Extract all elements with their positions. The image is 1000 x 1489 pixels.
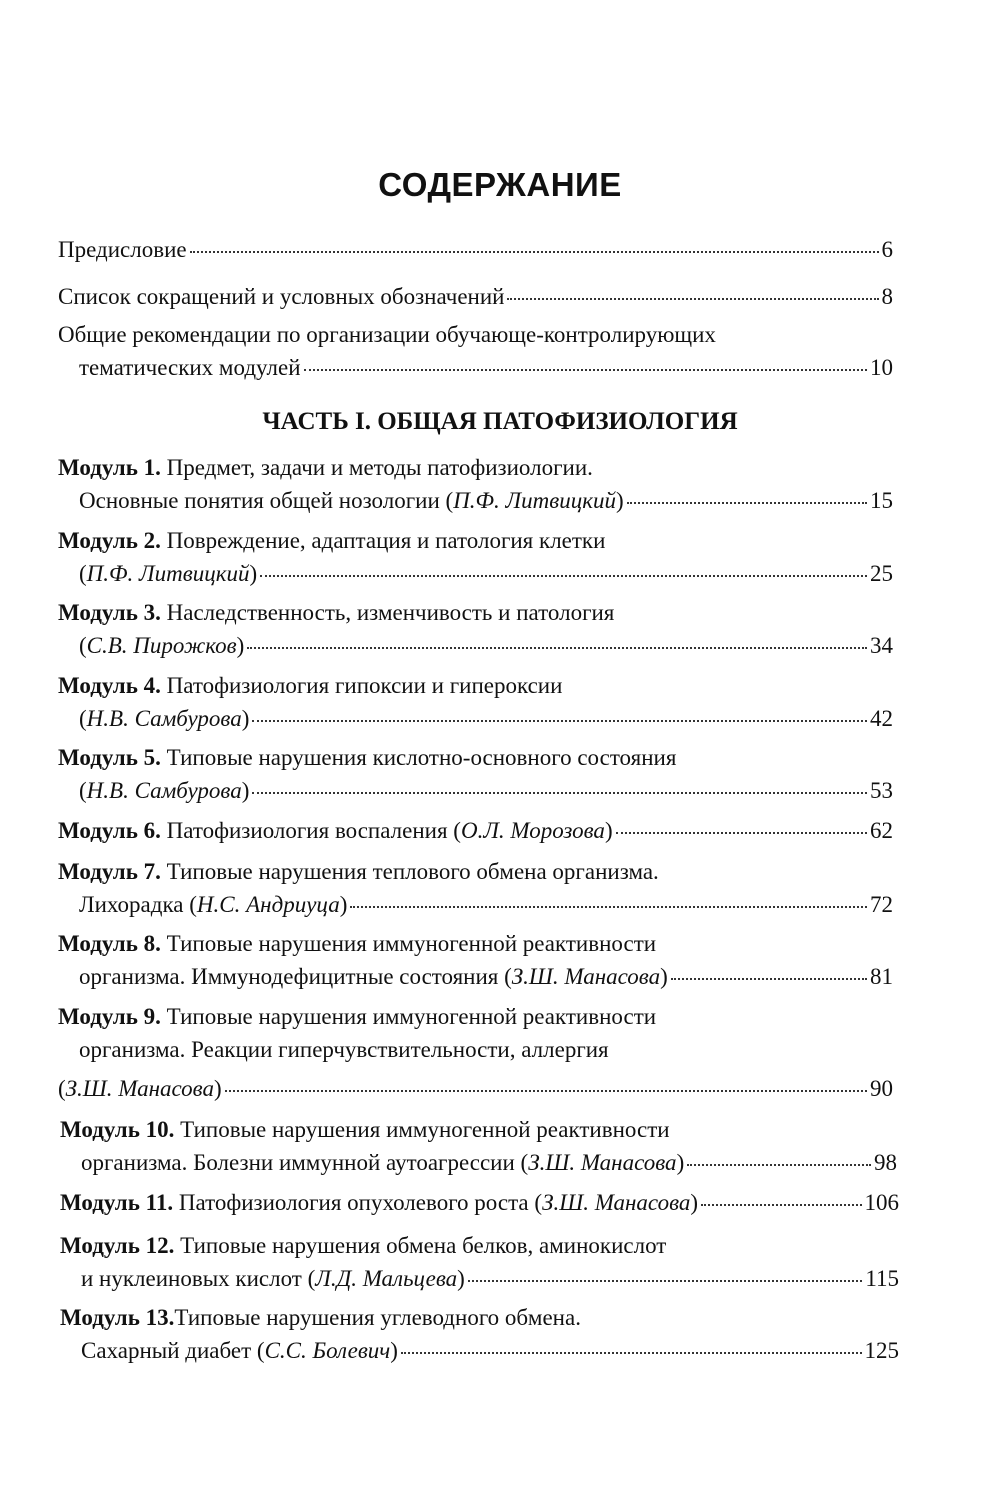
author: З.Ш. Манасова bbox=[65, 1076, 215, 1101]
dot-leader bbox=[616, 830, 867, 834]
module-label: Модуль 3. bbox=[58, 600, 161, 625]
module-label: Модуль 8. bbox=[58, 931, 161, 956]
module-title-cont: и нуклеиновых кислот (Л.Д. Мальцева) bbox=[81, 1266, 465, 1291]
module-author: (Н.В. Самбурова) bbox=[79, 706, 250, 731]
module-author: (З.Ш. Манасова) bbox=[58, 1076, 222, 1101]
module-title-cont: Основные понятия общей нозологии (П.Ф. Литвицкий) bbox=[79, 488, 624, 513]
author: П.Ф. Литвицкий bbox=[453, 488, 616, 513]
module-title: Предмет, задачи и методы патофизиологии. bbox=[160, 455, 593, 480]
entry-title: Предисловие bbox=[58, 237, 187, 262]
module-title-cont: организма. Реакции гиперчувствительности, аллергия bbox=[79, 1037, 609, 1062]
page-number: 62 bbox=[870, 818, 893, 843]
author: З.Ш. Манасова bbox=[528, 1150, 677, 1175]
author: З.Ш. Манасова bbox=[542, 1190, 691, 1215]
page-number: 125 bbox=[864, 1338, 899, 1363]
dot-leader bbox=[225, 1088, 867, 1092]
page-title: СОДЕРЖАНИЕ bbox=[378, 166, 622, 203]
page-number: 10 bbox=[870, 355, 893, 380]
module-label: Модуль 1. bbox=[58, 455, 161, 480]
dot-leader bbox=[252, 718, 867, 722]
module-label: Модуль 9. bbox=[58, 1004, 161, 1029]
page-number: 8 bbox=[881, 284, 893, 309]
page-number: 15 bbox=[870, 488, 893, 513]
module-author: (П.Ф. Литвицкий) bbox=[79, 561, 258, 586]
page-number: 90 bbox=[870, 1076, 893, 1101]
dot-leader bbox=[304, 367, 868, 371]
dot-leader bbox=[350, 904, 867, 908]
author: П.Ф. Литвицкий bbox=[86, 561, 250, 586]
author: С.В. Пирожков bbox=[86, 633, 237, 658]
module-title: Типовые нарушения обмена белков, аминокислот bbox=[174, 1233, 667, 1258]
table-of-contents: СОДЕРЖАНИЕ Предисловие 6 Список сокращений и условных обозначений 8 Общие рекомендации по организации обучающе-контролирующих тематических модулей 10 ЧАСТЬ I. ОБЩАЯ ПАТОФИЗИОЛОГИЯ Модуль 1. Предмет, задачи и методы патофизиологии. Основные понятия общей нозологии (П.Ф. Литвицкий) 15 Модуль 2. Повреждение, адаптация и патология клетки (П.Ф. Литвицкий) 25 Модуль 3. Наследственность, изменчивость и патология (С.В. Пирожков) 34 Модуль 4. Патофизиология гипоксии и гипероксии (Н.В. Самбурова) 42 Модуль 5. Типовые нарушения кислотно-основного состояния (Н.В. Самбурова) 53 Модуль 6. Патофизиология воспаления (О.Л. Морозова) 62 Модуль 7. Типовые нарушения теплового обмена организма. Лихорадка (Н.С. Андриуца) 72 Модуль 8. Типовые нарушения иммуногенной реактивности организма. Иммунодефицитные состояния (З.Ш. Манасова) 81 Модуль 9. Типовые нарушения иммуногенной реактивности организма. Реакции гиперчувствительности, аллергия (З.Ш. Манасова) 90 Модуль 10. Типовые нарушения иммуногенной реактивности организма. Болезни иммунной аутоагрессии (З.Ш. Манасова) 98 Модуль 11. Патофизиология опухолевого роста (З.Ш. Манасова) 106 Модуль 12. Типовые нарушения обмена белков, аминокислот и нуклеиновых кислот (Л.Д. Мальцева) 115 Модуль 13.Типовые нарушения углеводного обмена. Сахарный диабет (С.С. Болевич) 125 bbox=[0, 0, 1000, 1489]
dot-leader bbox=[252, 790, 867, 794]
author: Н.С. Андриуца bbox=[196, 892, 340, 917]
author: С.С. Болевич bbox=[264, 1338, 391, 1363]
dot-leader bbox=[701, 1202, 861, 1206]
module-author: (Н.В. Самбурова) bbox=[79, 778, 250, 803]
dot-leader bbox=[190, 249, 879, 253]
module-title: Патофизиология воспаления bbox=[160, 818, 454, 843]
module-title: Типовые нарушения иммуногенной реактивности bbox=[174, 1117, 670, 1142]
module-label: Модуль 5. bbox=[58, 745, 161, 770]
page-number: 34 bbox=[870, 633, 893, 658]
author: Н.В. Самбурова bbox=[86, 778, 242, 803]
page-number: 72 bbox=[870, 892, 893, 917]
entry-title: Общие рекомендации по организации обучающе-контролирующих bbox=[58, 322, 716, 347]
dot-leader bbox=[507, 296, 878, 300]
module-label: Модуль 4. bbox=[58, 673, 161, 698]
module-title: Типовые нарушения углеводного обмена. bbox=[174, 1305, 581, 1330]
page-number: 81 bbox=[870, 964, 893, 989]
part-heading: ЧАСТЬ I. ОБЩАЯ ПАТОФИЗИОЛОГИЯ bbox=[262, 408, 738, 435]
module-title-cont: Лихорадка (Н.С. Андриуца) bbox=[79, 892, 348, 917]
module-title-cont: организма. Иммунодефицитные состояния (З.Ш. Манасова) bbox=[79, 964, 668, 989]
page-number: 98 bbox=[874, 1150, 897, 1175]
page-number: 106 bbox=[864, 1190, 899, 1215]
module-title: Типовые нарушения теплового обмена организма. bbox=[160, 859, 659, 884]
module-title: Патофизиология гипоксии и гипероксии bbox=[160, 673, 563, 698]
module-label: Модуль 7. bbox=[58, 859, 161, 884]
page-number: 115 bbox=[865, 1266, 899, 1291]
module-label: Модуль 6. bbox=[58, 818, 161, 843]
module-label: Модуль 13. bbox=[60, 1305, 175, 1330]
dot-leader bbox=[627, 500, 867, 504]
dot-leader bbox=[260, 573, 867, 577]
author: Л.Д. Мальцева bbox=[315, 1266, 458, 1291]
module-title: Типовые нарушения кислотно-основного состояния bbox=[160, 745, 677, 770]
page-number: 25 bbox=[870, 561, 893, 586]
dot-leader bbox=[687, 1162, 871, 1166]
dot-leader bbox=[671, 976, 867, 980]
page-number: 6 bbox=[881, 237, 893, 262]
module-title: Наследственность, изменчивость и патология bbox=[160, 600, 615, 625]
page-number: 53 bbox=[870, 778, 893, 803]
entry-title-cont: тематических модулей bbox=[79, 355, 301, 380]
module-title: Типовые нарушения иммуногенной реактивности bbox=[160, 931, 657, 956]
entry-title: Список сокращений и условных обозначений bbox=[58, 284, 505, 309]
page-number: 42 bbox=[870, 706, 893, 731]
dot-leader bbox=[247, 645, 867, 649]
module-title: Повреждение, адаптация и патология клетки bbox=[160, 528, 606, 553]
module-label: Модуль 2. bbox=[58, 528, 161, 553]
dot-leader bbox=[401, 1350, 862, 1354]
dot-leader bbox=[468, 1278, 863, 1282]
module-title: Патофизиология опухолевого роста bbox=[173, 1190, 535, 1215]
module-title: Типовые нарушения иммуногенной реактивности bbox=[160, 1004, 657, 1029]
author: О.Л. Морозова bbox=[460, 818, 605, 843]
module-title-cont: Сахарный диабет (С.С. Болевич) bbox=[81, 1338, 398, 1363]
module-label: Модуль 11. bbox=[60, 1190, 174, 1215]
author: Н.В. Самбурова bbox=[86, 706, 242, 731]
module-author: (С.В. Пирожков) bbox=[79, 633, 245, 658]
module-title-cont: организма. Болезни иммунной аутоагрессии (З.Ш. Манасова) bbox=[81, 1150, 685, 1175]
author: З.Ш. Манасова bbox=[511, 964, 661, 989]
module-label: Модуль 12. bbox=[60, 1233, 175, 1258]
module-label: Модуль 10. bbox=[60, 1117, 175, 1142]
